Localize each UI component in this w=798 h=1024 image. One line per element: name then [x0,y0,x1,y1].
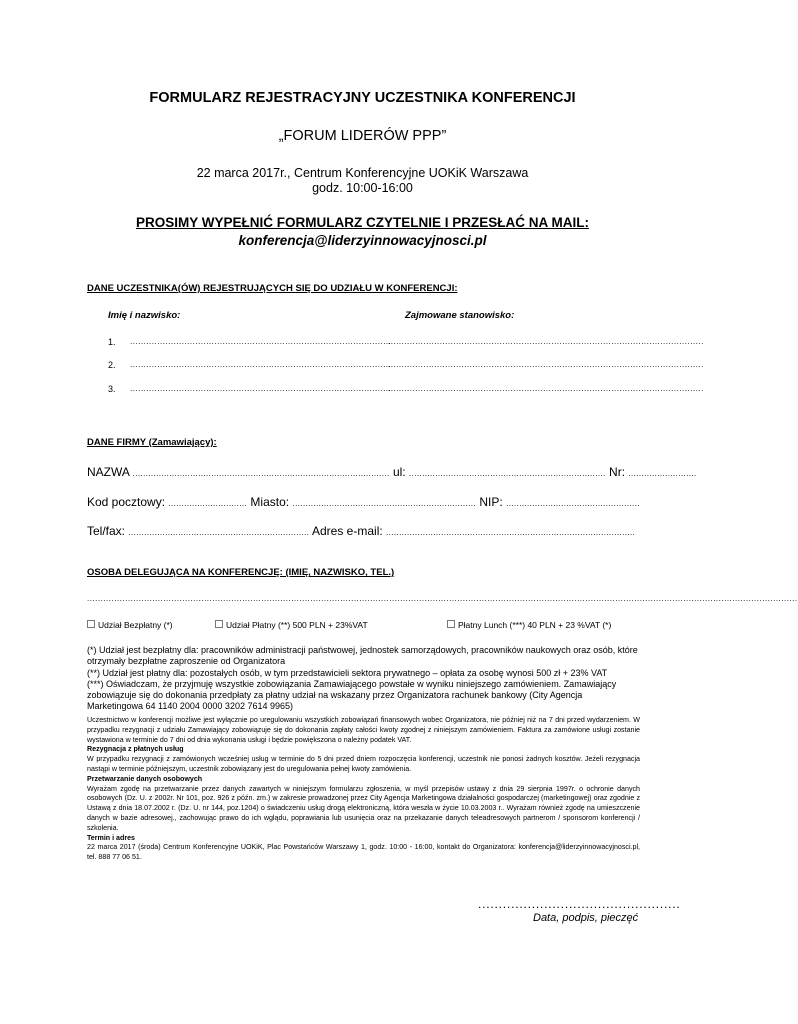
signature-field[interactable]: ................................................. [478,897,681,911]
company-name-field[interactable]: .................................................................................................. [132,469,390,478]
postal-code-field[interactable]: .............................. [168,499,248,508]
venue-text: 22 marca 2017 (środa) Centrum Konferencyjne UOKiK, Plac Powstańców Warszawy 1, godz. 10:00 - 16:00, kontakt do Organizatora: konferencja@liderzyinnowacyjnosci.pl, tel. 888 77 06 51. [87,843,640,862]
footnote-paid: (**) Udział jest płatny dla: pozostałych osób, w tym przedstawicieli sektora prywatnego – opłata za osobę wynosi 500 zł + 23% VAT [87,667,608,678]
email-field[interactable]: ............................................................................................... [386,528,636,537]
nip-field[interactable]: ................................................... [506,499,640,508]
footnote-free: (*) Udział jest bezpłatny dla: pracowników administracji państwowej, jednostek samorządowych, pracowników naukowych oraz osób, które otrzymały bezpłatne zaproszenie od Organizatora [87,645,638,667]
option-lunch[interactable] [447,620,611,630]
checkbox-icon[interactable] [447,620,455,628]
option-free[interactable] [87,620,173,630]
number-label: Nr: [609,465,626,479]
participant-name-field[interactable]: ................................................................................................ [130,360,392,369]
company-address-row [87,495,640,509]
nip-label: NIP: [479,495,503,509]
footnote-lunch: (***) Oświadczam, że przyjmuję wszystkie zobowiązania Zamawiającego powstałe w wyniku niniejszego zamówieniem. Zamawiający zobowiązuje się do dokonania przedpłaty za płatny udział na wskazany przez Organizatora rachunek bankowy (City Agencja Marketingowa 64 1140 2004 0000 3202 7614 9965) [87,678,617,712]
terms-section [87,716,640,863]
venue-heading: Termin i adres [87,833,135,842]
city-label: Miasto: [250,495,290,509]
company-contact-row [87,524,635,538]
street-field[interactable]: ........................................................................... [408,469,606,478]
participant-row-number: 3. [108,384,116,394]
phone-label: Tel/fax: [87,524,126,538]
option-paid-label: Udział Płatny (**) 500 PLN + 23%VAT [226,620,368,630]
event-hours: godz. 10:00-16:00 [312,181,413,195]
data-processing-heading: Przetwarzanie danych osobowych [87,774,203,783]
postal-code-label: Kod pocztowy: [87,495,166,509]
participant-position-field[interactable]: .................................................................................................................... [388,384,704,393]
event-date-venue: 22 marca 2017r., Centrum Konferencyjne UOKiK Warszawa [196,166,529,180]
resignation-text: W przypadku rezygnacji z zamówionych wcześniej usług w terminie do 5 dni przed dniem rozpoczęcia konferencji, uczestnik nie ponosi żadnych kosztów. Jeżeli rezygnacja nastąpi w terminie późniejszym, uczestnik zobowiązany jest do uregulowania pełnej kwoty zamówienia. [87,755,640,773]
signature-label: Data, podpis, pieczęć [533,912,639,924]
form-title: FORMULARZ REJESTRACYJNY UCZESTNIKA KONFERENCJI [149,90,576,106]
terms-intro: Uczestnictwo w konferencji możliwe jest wyłącznie po uregulowaniu wszystkich zobowiązań finansowych wobec Organizatora, nie później niż na 7 dni przed wydarzeniem. W przypadku rezygnacji z udziału Zamawiający zobowiązuje się do dokonania zapłaty całości kwoty zgodnej z niniejszym zamówieniem. Faktura za zamówione usługi zostanie wystawiona w terminie do 7 dni od dnia wykonania usługi i będzie powiększona o należny podatek VAT. [87,716,640,744]
email-label: Adres e-mail: [312,524,383,538]
participant-position-field[interactable]: .................................................................................................................... [388,360,704,369]
participant-row-number: 2. [108,360,116,370]
participants-heading: DANE UCZESTNIKA(ÓW) REJESTRUJĄCYCH SIĘ DO UDZIAŁU W KONFERENCJI: [87,283,458,294]
option-free-label: Udział Bezpłatny (*) [98,620,173,630]
company-heading: DANE FIRMY (Zamawiający): [87,437,217,448]
checkbox-icon[interactable] [215,620,223,628]
conference-name: „FORUM LIDERÓW PPP” [278,128,447,144]
position-column-label: Zajmowane stanowisko: [405,310,515,321]
delegate-field[interactable]: ..................................................................................................................................................................................................................................................................... [87,594,798,603]
delegate-heading: OSOBA DELEGUJĄCA NA KONFERENCJĘ: (IMIĘ, NAZWISKO, TEL.) [87,567,395,578]
participant-name-field[interactable]: ................................................................................................ [130,337,392,346]
number-field[interactable]: .......................... [628,469,697,478]
option-lunch-label: Płatny Lunch (***) 40 PLN + 23 %VAT (*) [458,620,612,630]
checkbox-icon[interactable] [87,620,95,628]
street-label: ul: [392,465,406,479]
company-name-label: NAZWA [87,465,130,479]
footnotes [87,645,640,713]
name-column-label: Imię i nazwisko: [108,310,181,321]
participant-row-number: 1. [108,337,116,347]
data-processing-text: Wyrażam zgodę na przetwarzanie przez danych zawartych w niniejszym formularzu zgłoszenia, w myśl przepisów ustawy z dnia 29 sierpnia 1997r. o ochronie danych osobowych (Dz. U. z 2002r. Nr 101, poz. 926 z późn. zm.) w zakresie prowadzonej przez City Agencja Marketingowa działalności gospodarczej (marketingowej) oraz zgodnie z Ustawą z dnia 18.07.2002 r. (Dz. U. nr 144, poz.1204) o świadczeniu usług drogą elektroniczną, która weszła w życie 10.03.2003 r.. Wyrażam również zgodę na umieszczenie danych w bazie adresowej., zachowując prawo do ich wglądu, poprawiania lub usunięcia oraz na przekazanie danych teleadresowych partnerom / sponsorom konferencji / szkolenia. [87,784,640,832]
participant-position-field[interactable]: .................................................................................................................... [388,337,704,346]
company-name-row [87,465,697,479]
option-paid[interactable] [215,620,368,630]
resignation-heading: Rezygnacja z płatnych usług [87,745,184,754]
phone-field[interactable]: ..................................................................... [128,528,310,537]
participant-name-field[interactable]: ................................................................................................ [130,384,392,393]
city-field[interactable]: ...................................................................... [292,499,477,508]
fill-instruction: PROSIMY WYPEŁNIĆ FORMULARZ CZYTELNIE I PRZESŁAĆ NA MAIL: [136,215,589,230]
contact-email: konferencja@liderzyinnowacyjnosci.pl [238,233,487,248]
